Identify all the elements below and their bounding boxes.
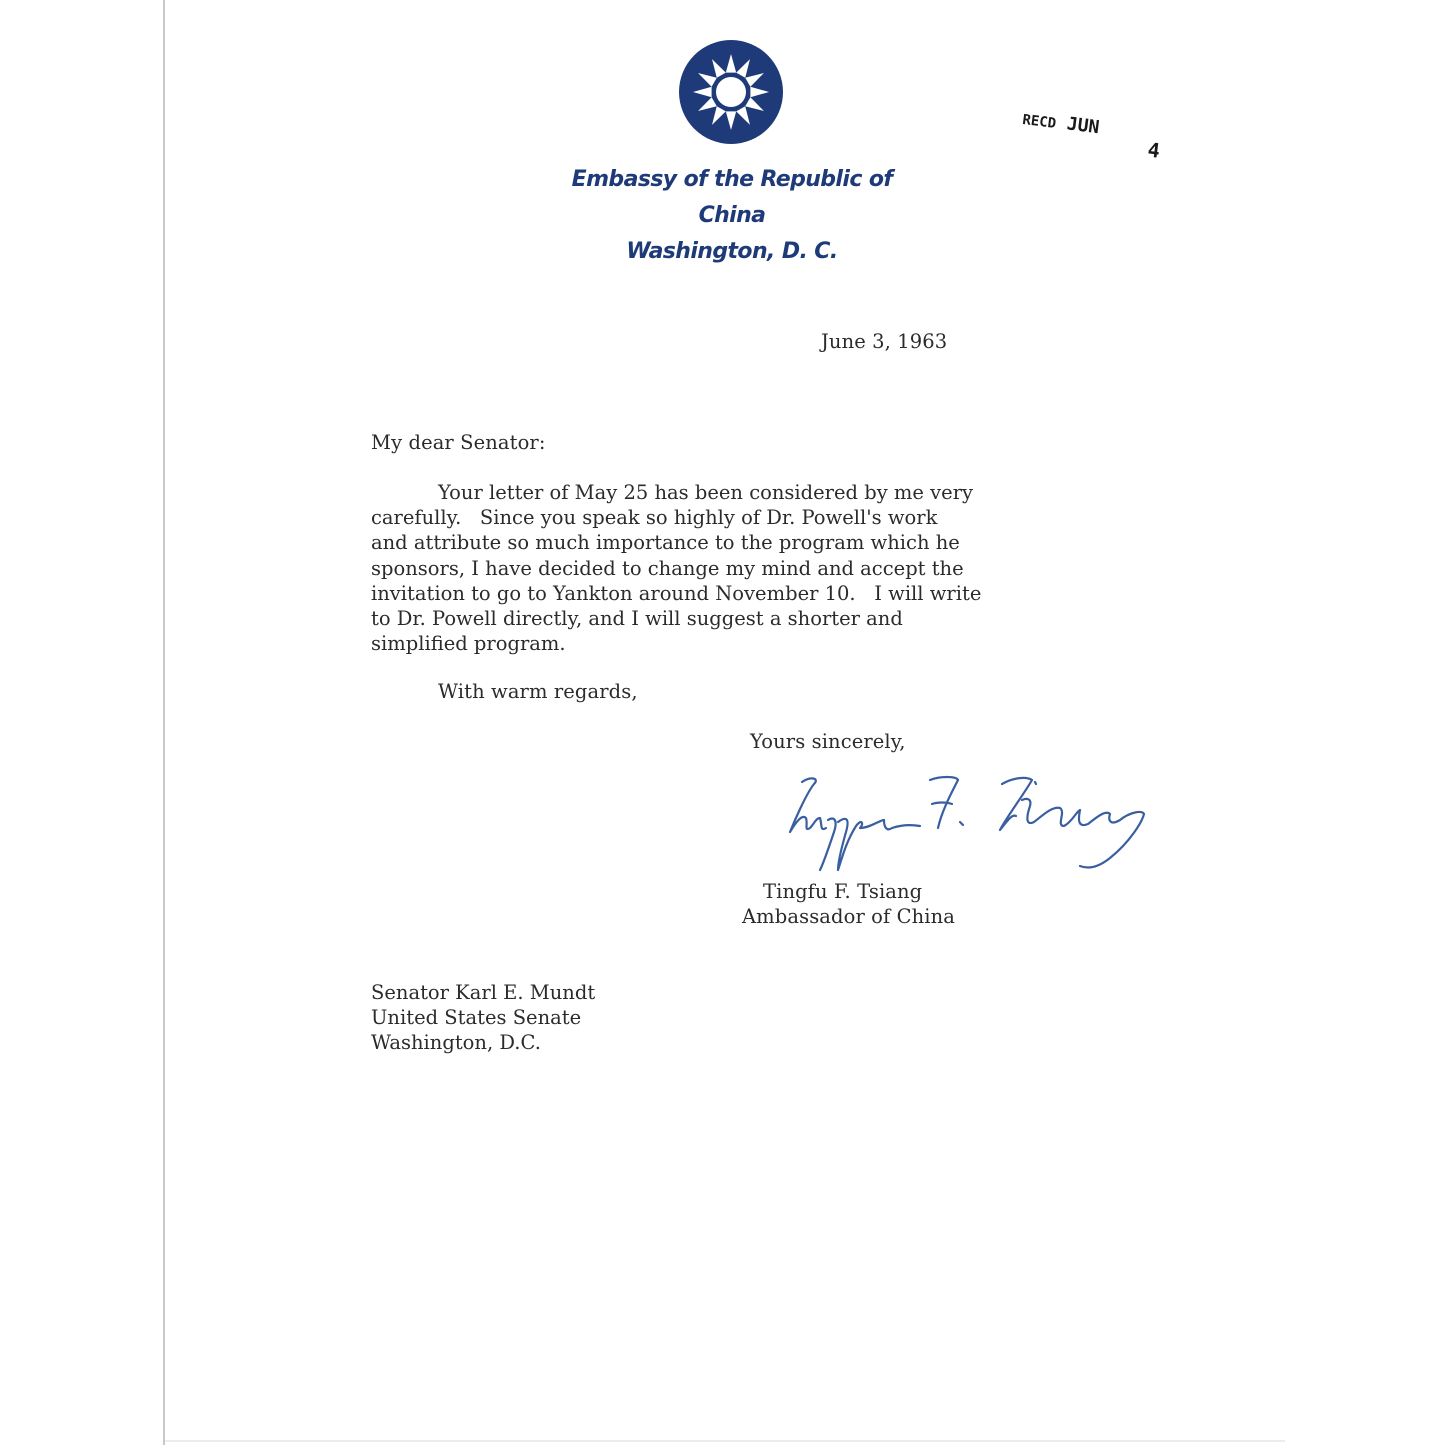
letter-date: June 3, 1963 xyxy=(821,330,948,353)
recipient-address xyxy=(371,980,595,1056)
body-line: invitation to go to Yankton around November 10. I will write xyxy=(371,581,982,605)
salutation: My dear Senator: xyxy=(371,431,546,454)
recipient-organization: United States Senate xyxy=(371,1006,582,1030)
signer-name: Tingfu F. Tsiang xyxy=(763,880,923,903)
handwritten-signature-icon xyxy=(780,770,1160,880)
received-day: 4 xyxy=(1146,137,1162,163)
body-line: Your letter of May 25 has been considered by me very xyxy=(438,481,974,504)
regards: With warm regards, xyxy=(438,680,638,703)
received-month: JUN xyxy=(1065,113,1101,139)
page-bottom-edge xyxy=(165,1440,1285,1442)
letterhead xyxy=(540,162,924,270)
body-line: to Dr. Powell directly, and I will suggest a shorter and xyxy=(371,607,903,631)
body-line: simplified program. xyxy=(371,632,566,656)
body-line: carefully. Since you speak so highly of Dr. Powell's work xyxy=(371,506,938,530)
embassy-name: Embassy of the Republic of China xyxy=(571,167,893,228)
body-line: and attribute so much importance to the program which he xyxy=(371,531,960,555)
sun-emblem-icon xyxy=(678,39,784,145)
embassy-city: Washington, D. C. xyxy=(626,239,838,264)
letter-body xyxy=(371,480,1071,656)
signer-title: Ambassador of China xyxy=(742,905,956,928)
received-label: RECD xyxy=(1021,111,1057,132)
received-stamp xyxy=(1021,108,1162,163)
complimentary-close: Yours sincerely, xyxy=(750,730,906,753)
page-edge xyxy=(163,0,165,1445)
body-line: sponsors, I have decided to change my mind and accept the xyxy=(371,556,964,580)
recipient-name: Senator Karl E. Mundt xyxy=(371,981,596,1004)
recipient-city: Washington, D.C. xyxy=(371,1031,541,1055)
